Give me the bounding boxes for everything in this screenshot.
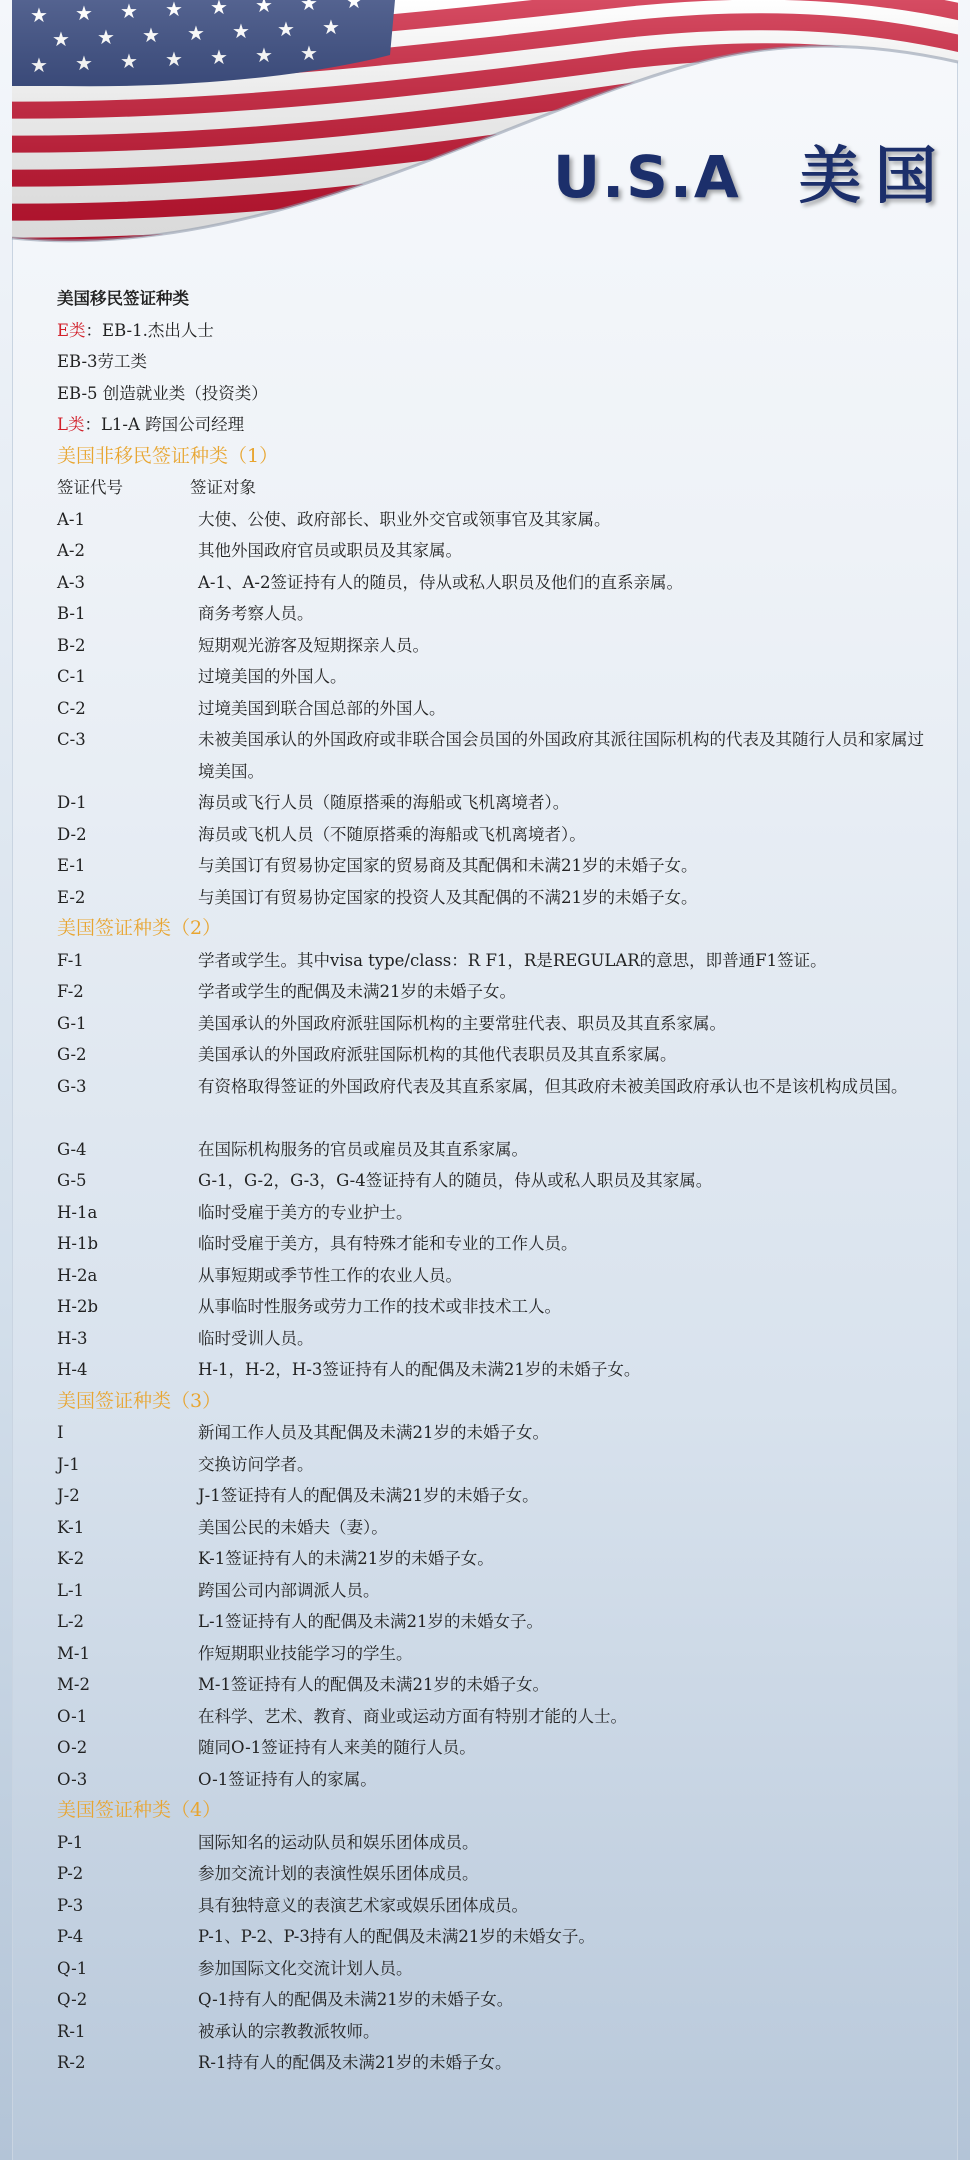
visa-row [57, 787, 927, 819]
visa-target: G-1，G-2，G-3，G-4签证持有人的随员，侍从或私人职员及其家属。 [198, 1171, 713, 1190]
visa-code: B-1 [57, 604, 86, 623]
immigrant-text: ：EB-1.杰出人士 [85, 320, 214, 340]
visa-row [57, 1323, 927, 1355]
visa-target: 在科学、艺术、教育、商业或运动方面有特别才能的人士。 [198, 1706, 627, 1726]
visa-target: 临时受雇于美方的专业护士。 [198, 1202, 413, 1222]
visa-target: M-1签证持有人的配偶及未满21岁的未婚子女。 [198, 1675, 549, 1694]
visa-code: H-2a [57, 1265, 98, 1285]
visa-row [57, 1165, 927, 1197]
visa-target: 过境美国到联合国总部的外国人。 [198, 698, 446, 718]
visa-target: 其他外国政府官员或职员及其家属。 [198, 541, 462, 560]
visa-target: 大使、公使、政府部长、职业外交官或领事官及其家属。 [198, 509, 611, 529]
visa-row [57, 1575, 927, 1607]
visa-code: C-3 [57, 730, 86, 749]
visa-code: Q-1 [57, 1958, 88, 1978]
visa-code: C-2 [57, 698, 86, 718]
visa-row [57, 1858, 927, 1890]
visa-target: 与美国订有贸易协定国家的贸易商及其配偶和未满21岁的未婚子女。 [198, 856, 698, 875]
col-target-header: 签证对象 [190, 478, 256, 497]
section-title: 美国非移民签证种类（1） [57, 444, 279, 467]
visa-target: 在国际机构服务的官员或雇员及其直系家属。 [198, 1139, 528, 1159]
visa-code: G-3 [57, 1076, 87, 1096]
visa-code: I [57, 1423, 64, 1442]
visa-code: H-1b [57, 1234, 99, 1253]
visa-code: A-2 [57, 541, 85, 560]
visa-code: C-1 [57, 667, 86, 686]
visa-target: J-1签证持有人的配偶及未满21岁的未婚子女。 [198, 1486, 539, 1505]
immigrant-heading: 美国移民签证种类 [57, 289, 189, 308]
section-title: 美国签证种类（4） [57, 1799, 222, 1821]
title-en: U.S.A [553, 143, 741, 211]
title-zh: 美国 [798, 139, 951, 212]
visa-code: O-1 [57, 1706, 88, 1726]
visa-target: 有资格取得签证的外国政府代表及其直系家属，但其政府未被美国政府承认也不是该机构成员国。 [198, 1076, 908, 1096]
visa-target: 美国公民的未婚夫（妻）。 [198, 1517, 388, 1537]
visa-target: 临时受雇于美方，具有特殊才能和专业的工作人员。 [198, 1234, 578, 1253]
visa-target: 学者或学生。其中visa type/class：R F1，R是REGULAR的意思，即普通F1签证。 [198, 950, 827, 970]
immigrant-text: EB-3劳工类 [57, 352, 148, 371]
visa-code: E-1 [57, 856, 86, 875]
visa-target: 美国承认的外国政府派驻国际机构的主要常驻代表、职员及其直系家属。 [198, 1013, 726, 1033]
visa-row [57, 1953, 927, 1985]
visa-row [57, 2047, 927, 2079]
visa-target: 短期观光游客及短期探亲人员。 [198, 635, 429, 655]
immigrant-line [57, 315, 927, 347]
visa-row [57, 1921, 927, 1953]
visa-row [57, 1260, 927, 1292]
visa-row [57, 693, 927, 725]
visa-row [57, 2016, 927, 2048]
visa-row [57, 1890, 927, 1922]
visa-code: E-2 [57, 887, 86, 907]
visa-row [57, 1449, 927, 1481]
visa-row [57, 1606, 927, 1638]
visa-content [57, 283, 927, 2079]
visa-code: B-2 [57, 635, 86, 655]
immigrant-text: EB-5 创造就业类（投资类） [57, 383, 268, 403]
visa-target: 具有独特意义的表演艺术家或娱乐团体成员。 [198, 1895, 528, 1915]
visa-target: 学者或学生的配偶及未满21岁的未婚子女。 [198, 982, 516, 1001]
visa-code: G-5 [57, 1171, 87, 1190]
visa-code: L-1 [57, 1580, 85, 1600]
visa-target: 与美国订有贸易协定国家的投资人及其配偶的不满21岁的未婚子女。 [198, 887, 698, 907]
visa-row [57, 1669, 927, 1701]
visa-code: M-2 [57, 1675, 90, 1694]
visa-code: F-2 [57, 982, 84, 1001]
visa-code: P-2 [57, 1864, 84, 1883]
visa-row [57, 945, 927, 977]
visa-code: H-1a [57, 1202, 98, 1222]
visa-target: 随同O-1签证持有人来美的随行人员。 [198, 1738, 476, 1757]
category-prefix: L类 [57, 415, 85, 434]
category-prefix: E类 [57, 320, 86, 340]
visa-target: O-1签证持有人的家属。 [198, 1769, 377, 1789]
visa-target: 新闻工作人员及其配偶及未满21岁的未婚子女。 [198, 1423, 549, 1442]
visa-row [57, 1197, 927, 1229]
header-banner [0, 0, 970, 260]
visa-code: P-4 [57, 1927, 84, 1946]
visa-target: 临时受训人员。 [198, 1328, 314, 1348]
visa-code: G-4 [57, 1139, 87, 1159]
visa-row [57, 1732, 927, 1764]
visa-target: P-1、P-2、P-3持有人的配偶及未满21岁的未婚女子。 [198, 1927, 595, 1946]
visa-row [57, 1228, 927, 1260]
visa-code: R-2 [57, 2053, 86, 2072]
visa-row [57, 1354, 927, 1386]
visa-code: F-1 [57, 950, 84, 970]
visa-target: 从事短期或季节性工作的农业人员。 [198, 1265, 462, 1285]
visa-row [57, 598, 927, 630]
visa-code: M-1 [57, 1643, 90, 1663]
visa-row [57, 1827, 927, 1859]
visa-code: J-1 [57, 1454, 80, 1474]
visa-row [57, 1134, 927, 1166]
visa-code: J-2 [57, 1486, 80, 1505]
visa-code: K-1 [57, 1517, 85, 1537]
visa-row [57, 882, 927, 914]
visa-target: Q-1持有人的配偶及未满21岁的未婚子女。 [198, 1990, 514, 2009]
section-title: 美国签证种类（2） [57, 917, 222, 939]
visa-row [57, 1543, 927, 1575]
visa-code: P-3 [57, 1895, 84, 1915]
visa-target: 海员或飞机人员（不随原搭乘的海船或飞机离境者）。 [198, 824, 586, 844]
visa-target: L-1签证持有人的配偶及未满21岁的未婚女子。 [198, 1612, 544, 1631]
visa-row [57, 1480, 927, 1512]
visa-target: 参加交流计划的表演性娱乐团体成员。 [198, 1864, 479, 1883]
visa-code: R-1 [57, 2021, 86, 2041]
visa-code: G-2 [57, 1045, 87, 1064]
visa-target: 海员或飞行人员（随原搭乘的海船或飞机离境者）。 [198, 793, 570, 812]
visa-row [57, 1417, 927, 1449]
visa-target: H-1，H-2，H-3签证持有人的配偶及未满21岁的未婚子女。 [198, 1360, 641, 1379]
visa-target: 未被美国承认的外国政府或非联合国会员国的外国政府其派往国际机构的代表及其随行人员和家属过境美国。 [198, 730, 924, 781]
visa-code: O-3 [57, 1769, 88, 1789]
immigrant-line [57, 346, 927, 378]
visa-row [57, 1039, 927, 1071]
visa-code: L-2 [57, 1612, 85, 1631]
visa-code: G-1 [57, 1013, 87, 1033]
visa-row [57, 567, 927, 599]
col-code-header: 签证代号 [57, 478, 123, 497]
immigrant-line [57, 378, 927, 410]
visa-code: A-3 [57, 572, 85, 592]
visa-code: A-1 [57, 509, 85, 529]
visa-target: 过境美国的外国人。 [198, 667, 347, 686]
visa-row [57, 1291, 927, 1323]
visa-code: D-2 [57, 824, 87, 844]
immigrant-text: ：L1-A 跨国公司经理 [84, 415, 245, 434]
visa-row [57, 661, 927, 693]
visa-row [57, 1701, 927, 1733]
visa-row [57, 976, 927, 1008]
visa-code: H-4 [57, 1360, 88, 1379]
section-title: 美国签证种类（3） [57, 1389, 222, 1412]
visa-target: R-1持有人的配偶及未满21岁的未婚子女。 [198, 2053, 512, 2072]
visa-target: 参加国际文化交流计划人员。 [198, 1958, 413, 1978]
visa-row [57, 1764, 927, 1796]
visa-target: A-1、A-2签证持有人的随员，侍从或私人职员及他们的直系亲属。 [198, 572, 683, 592]
visa-row [57, 504, 927, 536]
visa-code: K-2 [57, 1549, 85, 1568]
visa-code: D-1 [57, 793, 87, 812]
visa-target: 被承认的宗教教派牧师。 [198, 2021, 380, 2041]
banner-title [553, 126, 951, 215]
visa-code: P-1 [57, 1832, 84, 1852]
visa-row [57, 1512, 927, 1544]
visa-row [57, 1071, 927, 1134]
visa-row [57, 724, 927, 787]
visa-code: H-2b [57, 1297, 99, 1316]
visa-code: Q-2 [57, 1990, 88, 2009]
visa-row [57, 1638, 927, 1670]
visa-target: 美国承认的外国政府派驻国际机构的其他代表职员及其直系家属。 [198, 1045, 677, 1064]
visa-row [57, 819, 927, 851]
visa-code: O-2 [57, 1738, 88, 1757]
visa-row [57, 630, 927, 662]
visa-target: 交换访问学者。 [198, 1454, 314, 1474]
visa-target: 跨国公司内部调派人员。 [198, 1580, 380, 1600]
immigrant-line [57, 409, 927, 441]
visa-row [57, 850, 927, 882]
visa-target: 作短期职业技能学习的学生。 [198, 1643, 413, 1663]
visa-row [57, 1008, 927, 1040]
column-header [57, 472, 927, 504]
visa-row [57, 1984, 927, 2016]
visa-target: K-1签证持有人的未满21岁的未婚子女。 [198, 1549, 494, 1568]
visa-code: H-3 [57, 1328, 88, 1348]
visa-target: 商务考察人员。 [198, 604, 314, 623]
visa-target: 国际知名的运动队员和娱乐团体成员。 [198, 1832, 479, 1852]
visa-target: 从事临时性服务或劳力工作的技术或非技术工人。 [198, 1297, 561, 1316]
visa-row [57, 535, 927, 567]
